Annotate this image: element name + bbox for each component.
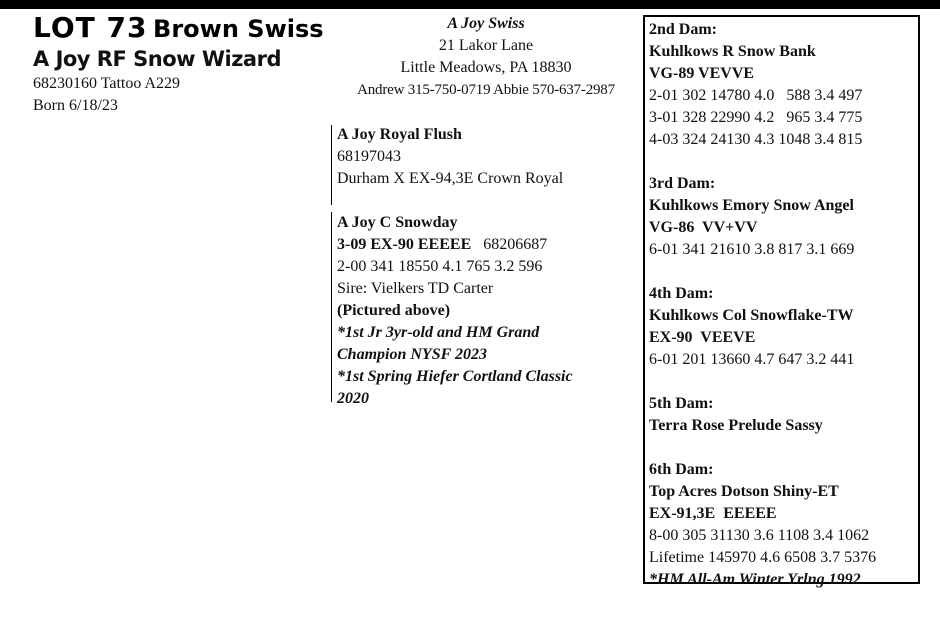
dam-award-line: Champion NYSF 2023 <box>337 346 487 363</box>
dam-award-line: *1st Jr 3yr-old and HM Grand <box>337 324 540 341</box>
dam-block <box>337 212 573 410</box>
consignor-farm: A Joy Swiss <box>447 15 525 32</box>
dam-record: 2-00 341 18550 4.1 765 3.2 596 <box>337 258 543 275</box>
dam-record: 8-00 305 31130 3.6 1108 3.4 1062 <box>649 527 870 544</box>
dam-award: *HM All-Am Winter Yrlng 1992 <box>649 571 861 588</box>
consignor-block <box>335 13 637 101</box>
sire-name: A Joy Royal Flush <box>337 126 462 143</box>
consignor-street: 21 Lakor Lane <box>438 37 534 54</box>
dam-record: 3-01 328 22990 4.2 965 3.4 775 <box>649 109 863 126</box>
dam-classification: EX-90 VEEVE <box>649 329 756 346</box>
dam-award-line: 2020 <box>337 390 369 407</box>
third-dam <box>649 173 876 261</box>
dam-classification: EX-91,3E EEEEE <box>649 505 777 522</box>
sire-pedigree: Durham X EX-94,3E Crown Royal <box>337 170 564 187</box>
lot-number: LOT 73 <box>33 11 148 44</box>
sire-block <box>337 124 563 190</box>
dam-record: 4-03 324 24130 4.3 1048 3.4 815 <box>649 131 863 148</box>
dam-record: 6-01 201 13660 4.7 647 3.2 441 <box>649 351 855 368</box>
dam-bracket <box>331 212 332 402</box>
dam-name: A Joy C Snowday <box>337 214 458 231</box>
dam-name: Terra Rose Prelude Sassy <box>649 417 823 434</box>
dam-heading: 5th Dam: <box>649 395 714 412</box>
dam-heading: 3rd Dam: <box>649 175 716 192</box>
dam-name: Kuhlkows Col Snowflake-TW <box>649 307 854 324</box>
dam-award-line: *1st Spring Hiefer Cortland Classic <box>337 368 573 385</box>
consignor-contacts: Andrew 315-750-0719 Abbie 570-637-2987 <box>357 82 615 98</box>
dam-record: Lifetime 145970 4.6 6508 3.7 5376 <box>649 549 877 566</box>
dam-heading: 4th Dam: <box>649 285 714 302</box>
dam-record: 6-01 341 21610 3.8 817 3.1 669 <box>649 241 855 258</box>
dam-classification: 3-09 EX-90 EEEEE <box>337 236 472 253</box>
dam-reg: 68206687 <box>483 236 548 253</box>
lot-header <box>33 11 324 44</box>
second-dam <box>649 19 876 151</box>
consignor-city: Little Meadows, PA 18830 <box>400 59 572 76</box>
sire-reg: 68197043 <box>337 148 401 165</box>
top-rule <box>0 0 940 9</box>
dam-name: Kuhlkows Emory Snow Angel <box>649 197 854 214</box>
breed: Brown Swiss <box>153 15 324 43</box>
fourth-dam <box>649 283 876 371</box>
sixth-dam <box>649 459 876 591</box>
animal-name: A Joy RF Snow Wizard <box>33 47 281 71</box>
dam-classification: VG-89 VEVVE <box>649 65 755 82</box>
sire-bracket <box>331 125 332 205</box>
dam-heading: 2nd Dam: <box>649 21 718 38</box>
dam-name: Top Acres Dotson Shiny-ET <box>649 483 839 500</box>
dam-class-line <box>337 234 573 256</box>
dam-pictured: (Pictured above) <box>337 302 451 319</box>
dam-heading: 6th Dam: <box>649 461 714 478</box>
dam-classification: VG-86 VV+VV <box>649 219 758 236</box>
birth-date: Born 6/18/23 <box>33 97 118 114</box>
fifth-dam <box>649 393 876 437</box>
dam-name: Kuhlkows R Snow Bank <box>649 43 816 60</box>
registration-tattoo: 68230160 Tattoo A229 <box>33 75 181 92</box>
ancestral-dams <box>649 19 876 591</box>
dam-sire: Sire: Vielkers TD Carter <box>337 280 494 297</box>
dam-record: 2-01 302 14780 4.0 588 3.4 497 <box>649 87 863 104</box>
